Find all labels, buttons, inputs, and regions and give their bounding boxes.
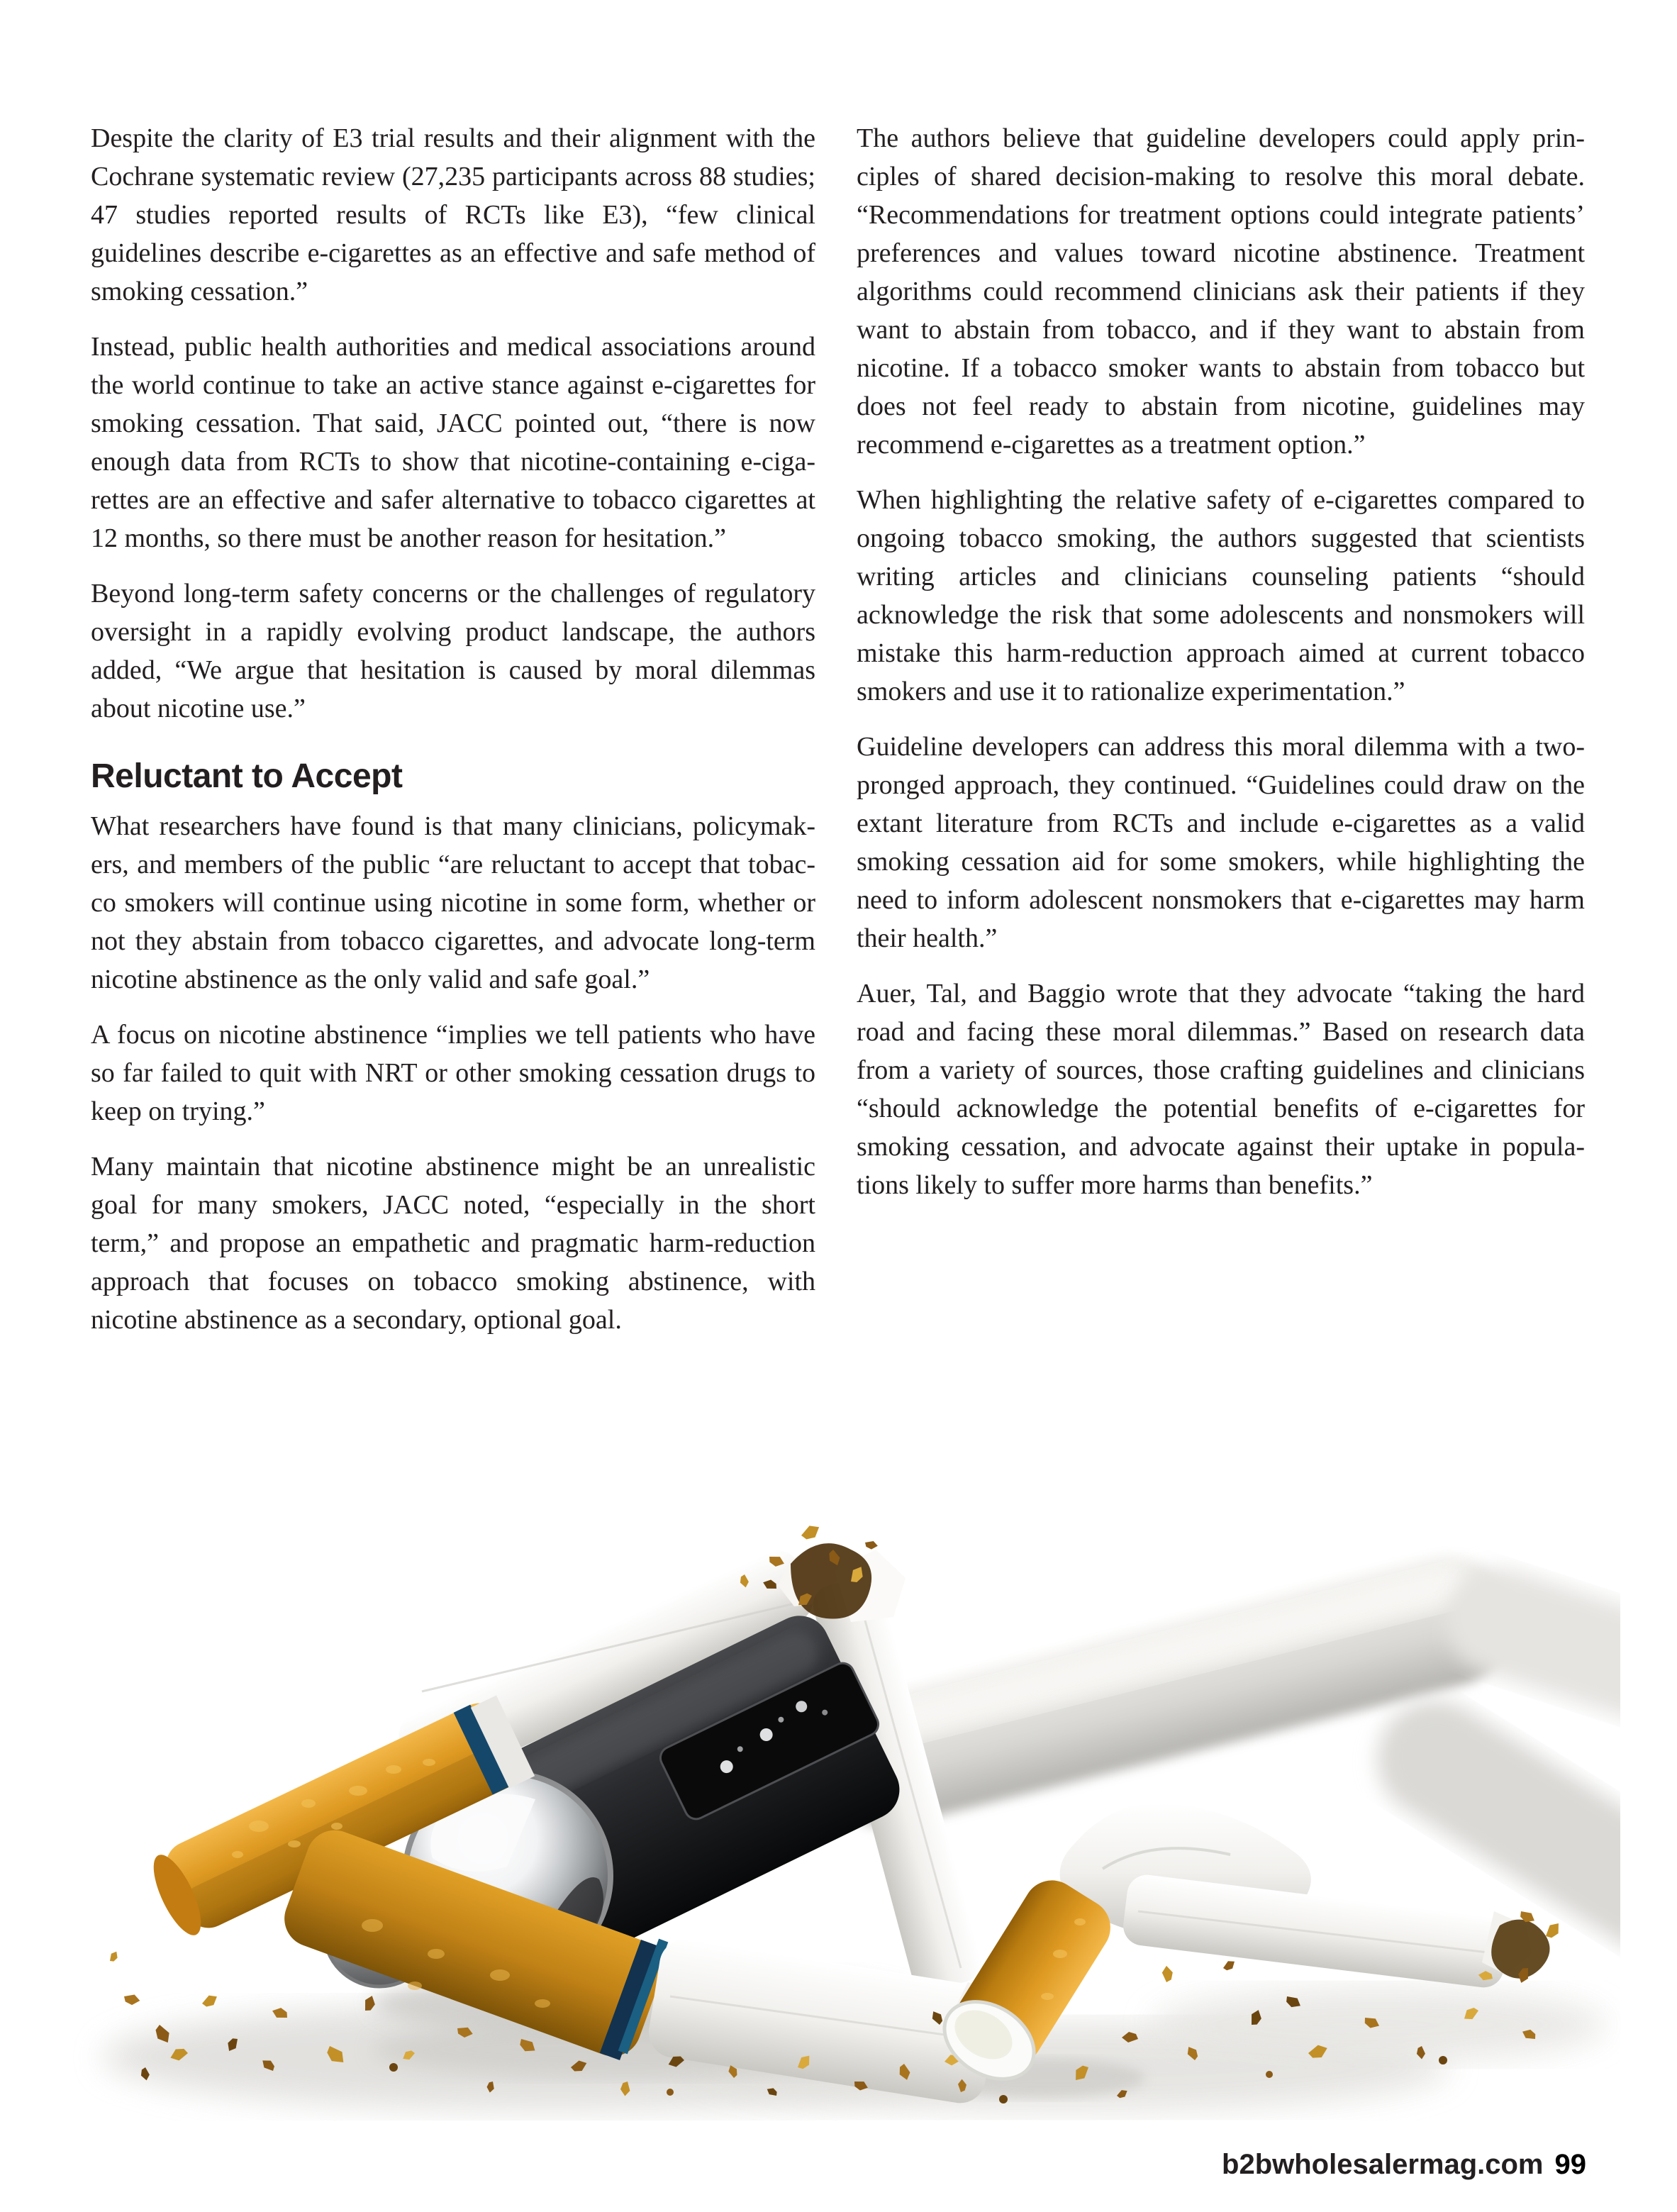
website-url: b2bwholesalermag.com [1222, 2149, 1544, 2180]
left-paragraph-3: Beyond long-term safety concerns or the challenges of regulatory oversight in a rapidly evolving product landscape, the authors added, “We argue that hesitation is caused by moral dilemmas about nicotine use.” [91, 579, 815, 723]
left-paragraph-6: Many maintain that nicotine abstinence might be an unrealistic goal for many smokers, JACC noted, “especially in the short term,” and propose an empathetic and pragmatic harm-reduction approach that focuses on tobacco smoking abstinence, with nicotine abstinence as a secondary, optional goal. [91, 1152, 815, 1335]
photo-illustration [60, 1457, 1620, 2131]
right-paragraph-1: The authors believe that guideline developers could apply principles of shared decision-making to resolve this moral debate. “Recommendations for treatment options could integrate patients’ preferences and values toward nicotine abstinence. Treatment algorithms could recommend clinicians ask their patients if they want to abstain from tobacco, and if they want to abstain from nicotine. If a tobacco smoker wants to abstain from tobacco but does not feel ready to abstain from nicotine, guidelines may recommend e-cigarettes as a treatment option.” [857, 123, 1585, 460]
section-heading: Reluctant to Accept [91, 757, 403, 795]
left-paragraph-5: A focus on nicotine abstinence “implies we tell patients who have so far failed to quit with NRT or other smoking cessation drugs to keep on trying.” [91, 1020, 815, 1126]
cigarettes-ecigarette-photo [60, 1457, 1620, 2131]
left-paragraph-2: Instead, public health authorities and medical associations around the world continue to take an active stance against e-cigarettes for smoking cessation. That said, JACC pointed out, “there is now enough data from RCTs to show that nicotine-containing e-cigarettes are an effective and safer alternative to tobacco cigarettes at 12 months, so there must be another reason for hesitation.” [91, 332, 815, 553]
left-column [91, 119, 815, 1356]
article-body [91, 119, 1586, 1356]
page-footer [0, 2149, 1586, 2181]
left-paragraph-4: What researchers have found is that many clinicians, policymakers, and members of the public “are reluctant to accept that tobacco smokers will continue using nicotine in some form, whether or not they abstain from tobacco cigarettes, and advocate long-term nicotine abstinence as the only valid and safe goal.” [91, 811, 815, 994]
right-paragraph-3: Guideline developers can address this moral dilemma with a two-pronged approach, they continued. “Guidelines could draw on the extant literature from RCTs and include e-cigarettes as a valid smoking cessation aid for some smokers, while highlighting the need to inform adolescent nonsmokers that e-cigarettes may harm their health.” [857, 732, 1585, 953]
right-paragraph-2: When highlighting the relative safety of e-cigarettes compared to ongoing tobacco smoking, the authors suggested that scientists writing articles and clinicians counseling patients “should acknowledge the risk that some adolescents and nonsmokers will mistake this harm-reduction approach aimed at current tobacco smokers and use it to rationalize experimentation.” [857, 485, 1585, 706]
right-column [857, 119, 1585, 1356]
right-paragraph-4: Auer, Tal, and Baggio wrote that they advocate “taking the hard road and facing these moral dilemmas.” Based on research data from a variety of sources, those crafting guidelines and clinicians “should acknowledge the potential benefits of e-cigarettes for smoking cessation, and advocate against their uptake in populations likely to suffer more harms than benefits.” [857, 979, 1585, 1200]
left-paragraph-1: Despite the clarity of E3 trial results and their alignment with the Cochrane systematic review (27,235 participants across 88 studies; 47 studies reported results of RCTs like E3), “few clinical guidelines describe e-cigarettes as an effective and safe method of smoking cessation.” [91, 123, 815, 306]
page-number: 99 [1554, 2149, 1586, 2180]
